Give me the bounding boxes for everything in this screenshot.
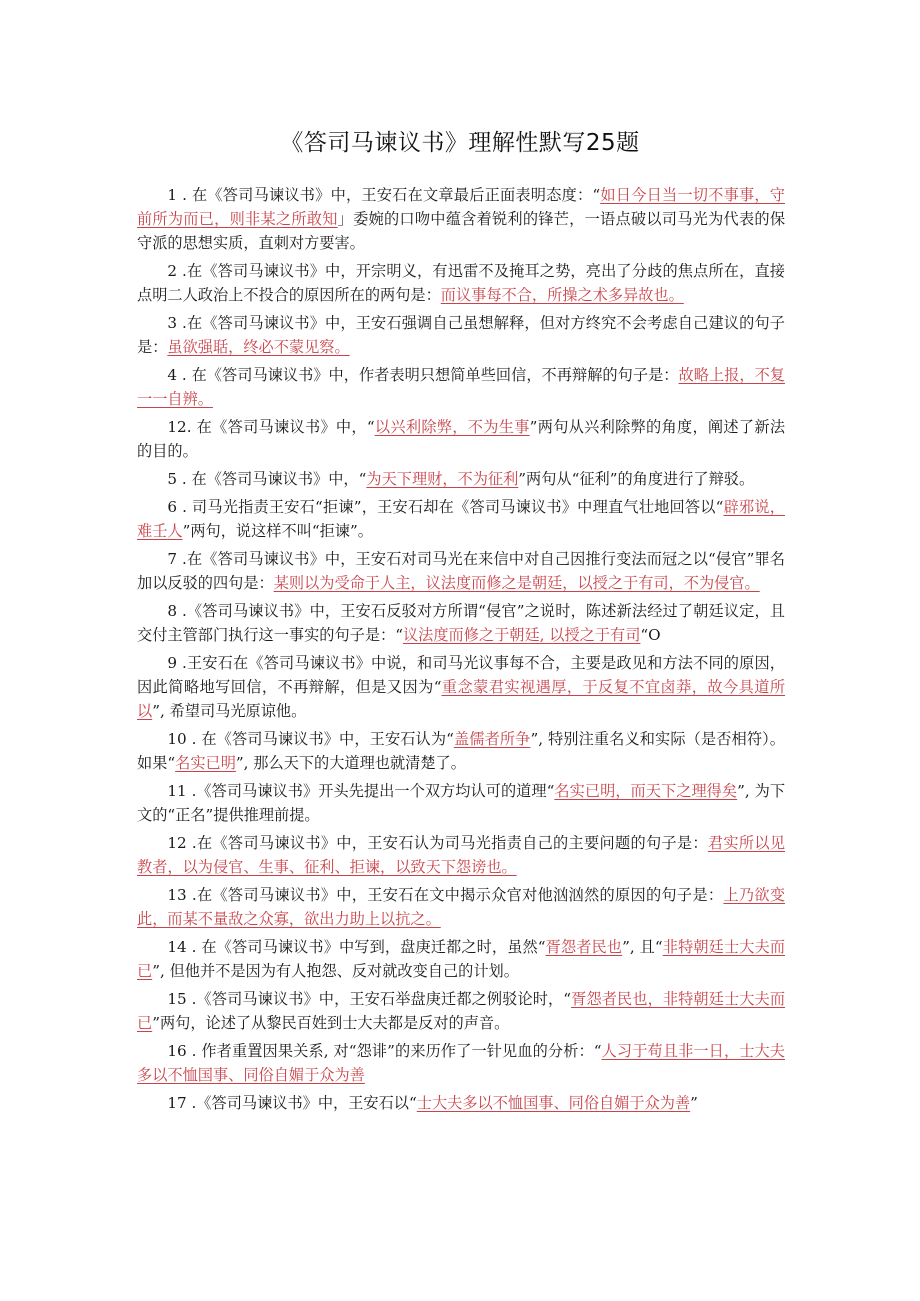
question-text: 5 . 在《答司马谏议书》中，“ <box>167 470 367 488</box>
answer-text: 辟邪说，难壬人 <box>137 498 785 540</box>
question-item <box>137 183 785 255</box>
question-item <box>137 651 785 723</box>
question-text: 4 . 在《答司马谏议书》中，作者表明只想简单些回信，不再辩解的句子是： <box>167 366 679 384</box>
question-text: ”, 且“ <box>622 938 663 956</box>
answer-text: 议法度而修之于朝廷, 以授之于有司 <box>402 626 641 644</box>
page-title: 《答司马谏议书》理解性默写25题 <box>280 130 640 156</box>
answer-text: 而议事每不合，所操之术多异故也。 <box>440 286 684 304</box>
question-text: ”, 特别注重名义和实际（是否相符）。如果“ <box>137 730 785 772</box>
question-item <box>137 311 785 359</box>
question-text: 」委婉的口吻中蕴含着锐利的锋芒，一语点破以司马光为代表的保守派的思想实质，直刺对方要害。 <box>137 210 786 252</box>
question-item <box>137 1091 785 1115</box>
question-text: 11 .《答司马谏议书》开头先提出一个双方均认可的道理“ <box>167 782 555 800</box>
answer-text: 盖儒者所争 <box>453 730 531 748</box>
question-text: 10 . 在《答司马谏议书》中，王安石认为“ <box>167 730 454 748</box>
question-text: 8 .《答司马谏议书》中，王安石反驳对方所谓“侵官”之说时，陈述新法经过了朝廷议定，且交付主管部门执行这一事实的句子是：“ <box>137 602 785 644</box>
question-text: ”两句，说这样不叫“拒谏”。 <box>182 522 373 540</box>
question-text: ”, 希望司马光原谅他。 <box>152 702 307 720</box>
answer-text: 胥怨者民也，非特朝廷士大夫而已 <box>137 990 786 1032</box>
question-item <box>137 987 785 1035</box>
question-text: ”两句从“征利”的角度进行了辩驳。 <box>518 470 755 488</box>
question-item <box>137 467 785 491</box>
answer-text: 君实所以见教者，以为侵官、生事、征利、拒谏，以致天下怨谤也。 <box>137 834 786 876</box>
question-text: 2 .在《答司马谏议书》中，开宗明义，有迅雷不及掩耳之势，亮出了分歧的焦点所在，直接点明二人政治上不投合的原因所在的两句是： <box>137 262 785 304</box>
answer-text: 故略上报，不复一一自辨。 <box>137 366 785 408</box>
answer-text: 名实已明 <box>175 754 236 772</box>
question-item <box>137 495 785 543</box>
answer-text: 人习于苟且非一日，士大夫多以不恤国事、同俗自媚于众为善 <box>137 1042 785 1084</box>
answer-text: 上乃欲变此，而某不量敌之众寡，欲出力助上以抗之。 <box>137 886 786 928</box>
question-text: ” <box>690 1094 698 1112</box>
answer-text: 士大夫多以不恤国事、同俗自媚于众为善 <box>416 1094 691 1112</box>
question-item <box>137 363 785 411</box>
question-text: 1 . 在《答司马谏议书》中，王安石在文章最后正面表明态度：“ <box>167 186 601 204</box>
question-item <box>137 935 785 983</box>
answer-text: 名实已明，而天下之理得矣 <box>554 782 738 800</box>
question-item <box>137 415 785 463</box>
question-item <box>137 547 785 595</box>
question-text: 15 .《答司马谏议书》中，王安石举盘庚迁都之例驳论时，“ <box>167 990 572 1008</box>
question-item <box>137 599 785 647</box>
question-text: 14 . 在《答司马谏议书》中写到，盘庚迁都之时，虽然“ <box>167 938 546 956</box>
question-text: 9 .王安石在《答司马谏议书》中说，和司马光议事每不合，主要是政见和方法不同的原因，因此简略地写回信，不再辩解，但是又因为“ <box>137 654 785 696</box>
question-text: 13 .在《答司马谏议书》中，王安石在文中揭示众官对他汹汹然的原因的句子是： <box>167 886 724 904</box>
question-list <box>137 183 785 1119</box>
answer-text: 如日今日当一切不事事，守前所为而已，则非某之所敢知 <box>137 186 785 228</box>
question-text: ”两句从兴利除弊的角度，阐述了新法的目的。 <box>137 418 786 460</box>
answer-text: 虽欲强聒，终必不蒙见察。 <box>167 338 350 356</box>
question-item <box>137 1039 785 1087</box>
question-text: ”, 为下文的“正名”提供推理前提。 <box>137 782 786 824</box>
answer-text: 以兴利除弊，不为生事 <box>374 418 530 436</box>
question-text: ”, 但他并不是因为有人抱怨、反对就改变自己的计划。 <box>152 962 519 980</box>
question-text: 16 . 作者重置因果关系, 对“怨诽”的来历作了一针见血的分析：“ <box>167 1042 602 1060</box>
question-text: 12 .在《答司马谏议书》中，王安石认为司马光指责自己的主要问题的句子是： <box>167 834 708 852</box>
answer-text: 胥怨者民也 <box>545 938 623 956</box>
question-text: “O <box>640 626 661 644</box>
question-item <box>137 779 785 827</box>
answer-text: 某则以为受命于人主，议法度而修之是朝廷，以授之于有司，不为侵官。 <box>273 574 760 592</box>
question-text: ”, 那么天下的大道理也就清楚了。 <box>235 754 466 772</box>
question-item <box>137 883 785 931</box>
question-text: 17 .《答司马谏议书》中，王安石以“ <box>167 1094 417 1112</box>
question-item <box>137 727 785 775</box>
question-text: 12. 在《答司马谏议书》中，“ <box>167 418 375 436</box>
answer-text: 重念蒙君实视遇厚，于反复不宜卤莽，故今具道所以 <box>137 678 786 720</box>
question-text: 3 .在《答司马谏议书》中，王安石强调自己虽想解释，但对方终究不会考虑自己建议的句子是： <box>137 314 785 356</box>
answer-text: 为天下理财，不为征利 <box>366 470 519 488</box>
question-text: 7 .在《答司马谏议书》中，王安石对司马光在来信中对自己因推行变法而冠之以“侵官”罪名加以反驳的四句是： <box>137 550 785 592</box>
question-item <box>137 259 785 307</box>
question-item <box>137 831 785 879</box>
answer-text: 非特朝廷士大夫而已 <box>137 938 786 980</box>
question-text: 6 . 司马光指责王安石“拒谏”，王安石却在《答司马谏议书》中理直气壮地回答以“ <box>167 498 724 516</box>
question-text: ”两句，论述了从黎民百姓到士大夫都是反对的声音。 <box>152 1014 510 1032</box>
